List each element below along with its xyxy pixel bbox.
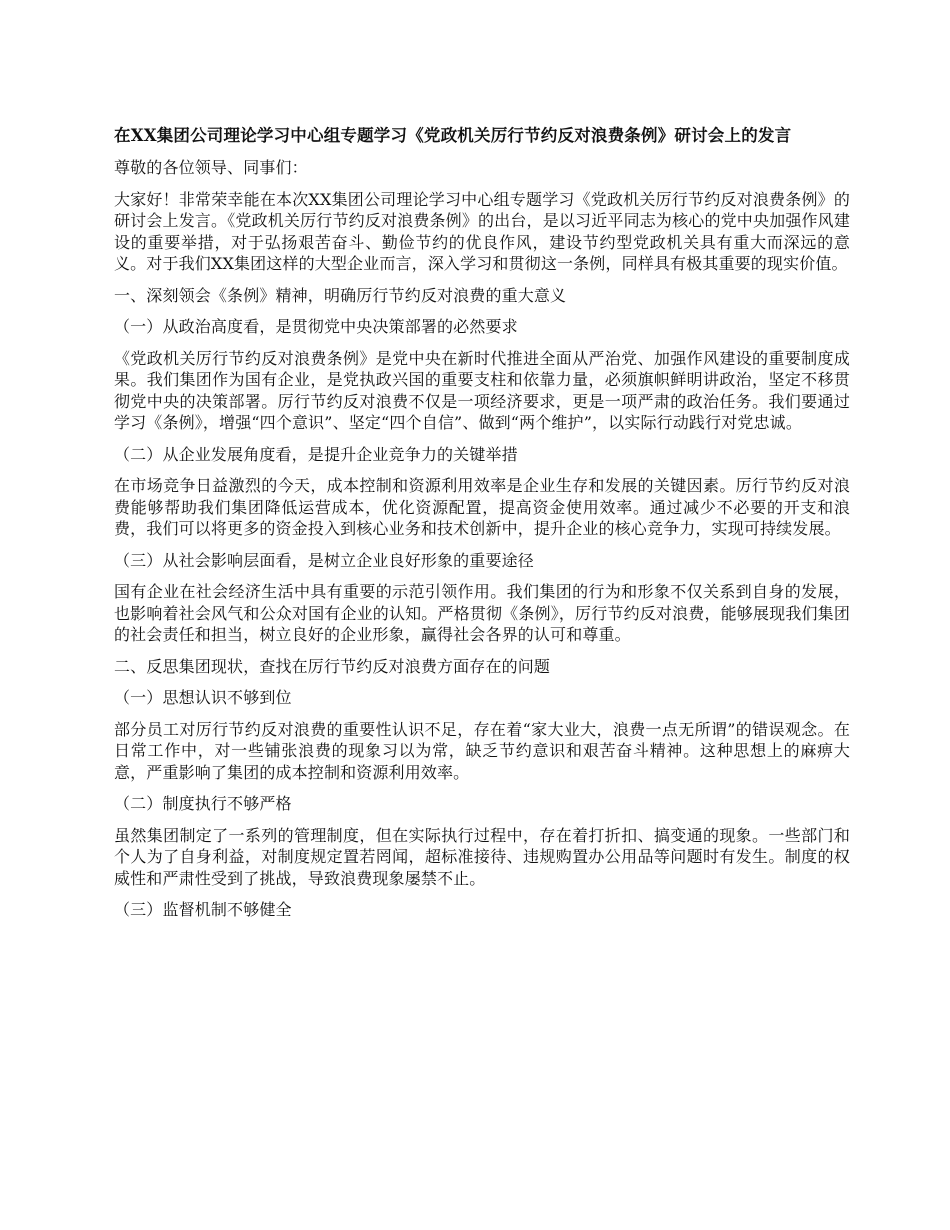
section-1-sub-2-body: 在市场竞争日益激烈的今天，成本控制和资源利用效率是企业生存和发展的关键因素。厉行节约反对浪费能够帮助我们集团降低运营成本，优化资源配置，提高资金使用效率。通过减少不必要的开支和浪费，我们可以将更多的资金投入到核心业务和技术创新中，提升企业的核心竞争力，实现可持续发展。	[114, 476, 850, 538]
section-1-sub-2-heading: （二）从企业发展角度看，是提升企业竞争力的关键举措	[114, 444, 518, 464]
greeting: 尊敬的各位领导、同事们：	[114, 158, 308, 177]
intro-paragraph: 大家好！非常荣幸能在本次XX集团公司理论学习中心组专题学习《党政机关厉行节约反对浪费条例》的研讨会上发言。《党政机关厉行节约反对浪费条例》的出台，是以习近平同志为核心的党中央加强作风建设的重要举措，对于弘扬艰苦奋斗、勤俭节约的优良作风，建设节约型党政机关具有重大而深远的意义。对于我们XX集团这样的大型企业而言，深入学习和贯彻这一条例，同样具有极其重要的现实价值。	[114, 189, 850, 273]
section-1-sub-3-heading: （三）从社会影响层面看，是树立企业良好形象的重要途径	[114, 550, 534, 570]
section-2-sub-1-heading: （一）思想认识不够到位	[114, 688, 292, 707]
section-2-sub-2-heading: （二）制度执行不够严格	[114, 794, 292, 813]
section-1-sub-1-body: 《党政机关厉行节约反对浪费条例》是党中央在新时代推进全面从严治党、加强作风建设的重要制度成果。我们集团作为国有企业，是党执政兴国的重要支柱和依靠力量，必须旗帜鲜明讲政治，坚定不移贯彻党中央的决策部署。厉行节约反对浪费不仅是一项经济要求，更是一项严肃的政治任务。我们要通过学习《条例》，增强“四个意识”、坚定“四个自信”、做到“两个维护”，以实际行动践行对党忠诚。	[114, 348, 850, 432]
section-2-sub-3-heading: （三）监督机制不够健全	[114, 900, 292, 919]
section-1-sub-1-heading: （一）从政治高度看，是贯彻党中央决策部署的必然要求	[114, 317, 518, 336]
document-title: 在XX集团公司理论学习中心组专题学习《党政机关厉行节约反对浪费条例》研讨会上的发言	[114, 126, 792, 145]
section-2-heading: 二、反思集团现状，查找在厉行节约反对浪费方面存在的问题	[114, 656, 551, 676]
section-2-sub-2-body: 虽然集团制定了一系列的管理制度，但在实际执行过程中，存在着打折扣、搞变通的现象。一些部门和个人为了自身利益，对制度规定置若罔闻，超标准接待、违规购置办公用品等问题时有发生。制度的权威性和严肃性受到了挑战，导致浪费现象屡禁不止。	[114, 825, 850, 888]
document-page	[114, 124, 850, 931]
section-1-sub-3-body: 国有企业在社会经济生活中具有重要的示范引领作用。我们集团的行为和形象不仅关系到自身的发展，也影响着社会风气和公众对国有企业的认知。严格贯彻《条例》，厉行节约反对浪费，能够展现我们集团的社会责任和担当，树立良好的企业形象，赢得社会各界的认可和尊重。	[114, 582, 850, 644]
section-2-sub-1-body: 部分员工对厉行节约反对浪费的重要性认识不足，存在着“家大业大，浪费一点无所谓”的错误观念。在日常工作中，对一些铺张浪费的现象习以为常，缺乏节约意识和艰苦奋斗精神。这种思想上的麻痹大意，严重影响了集团的成本控制和资源利用效率。	[114, 719, 850, 782]
section-1-heading: 一、深刻领会《条例》精神，明确厉行节约反对浪费的重大意义	[114, 285, 567, 305]
